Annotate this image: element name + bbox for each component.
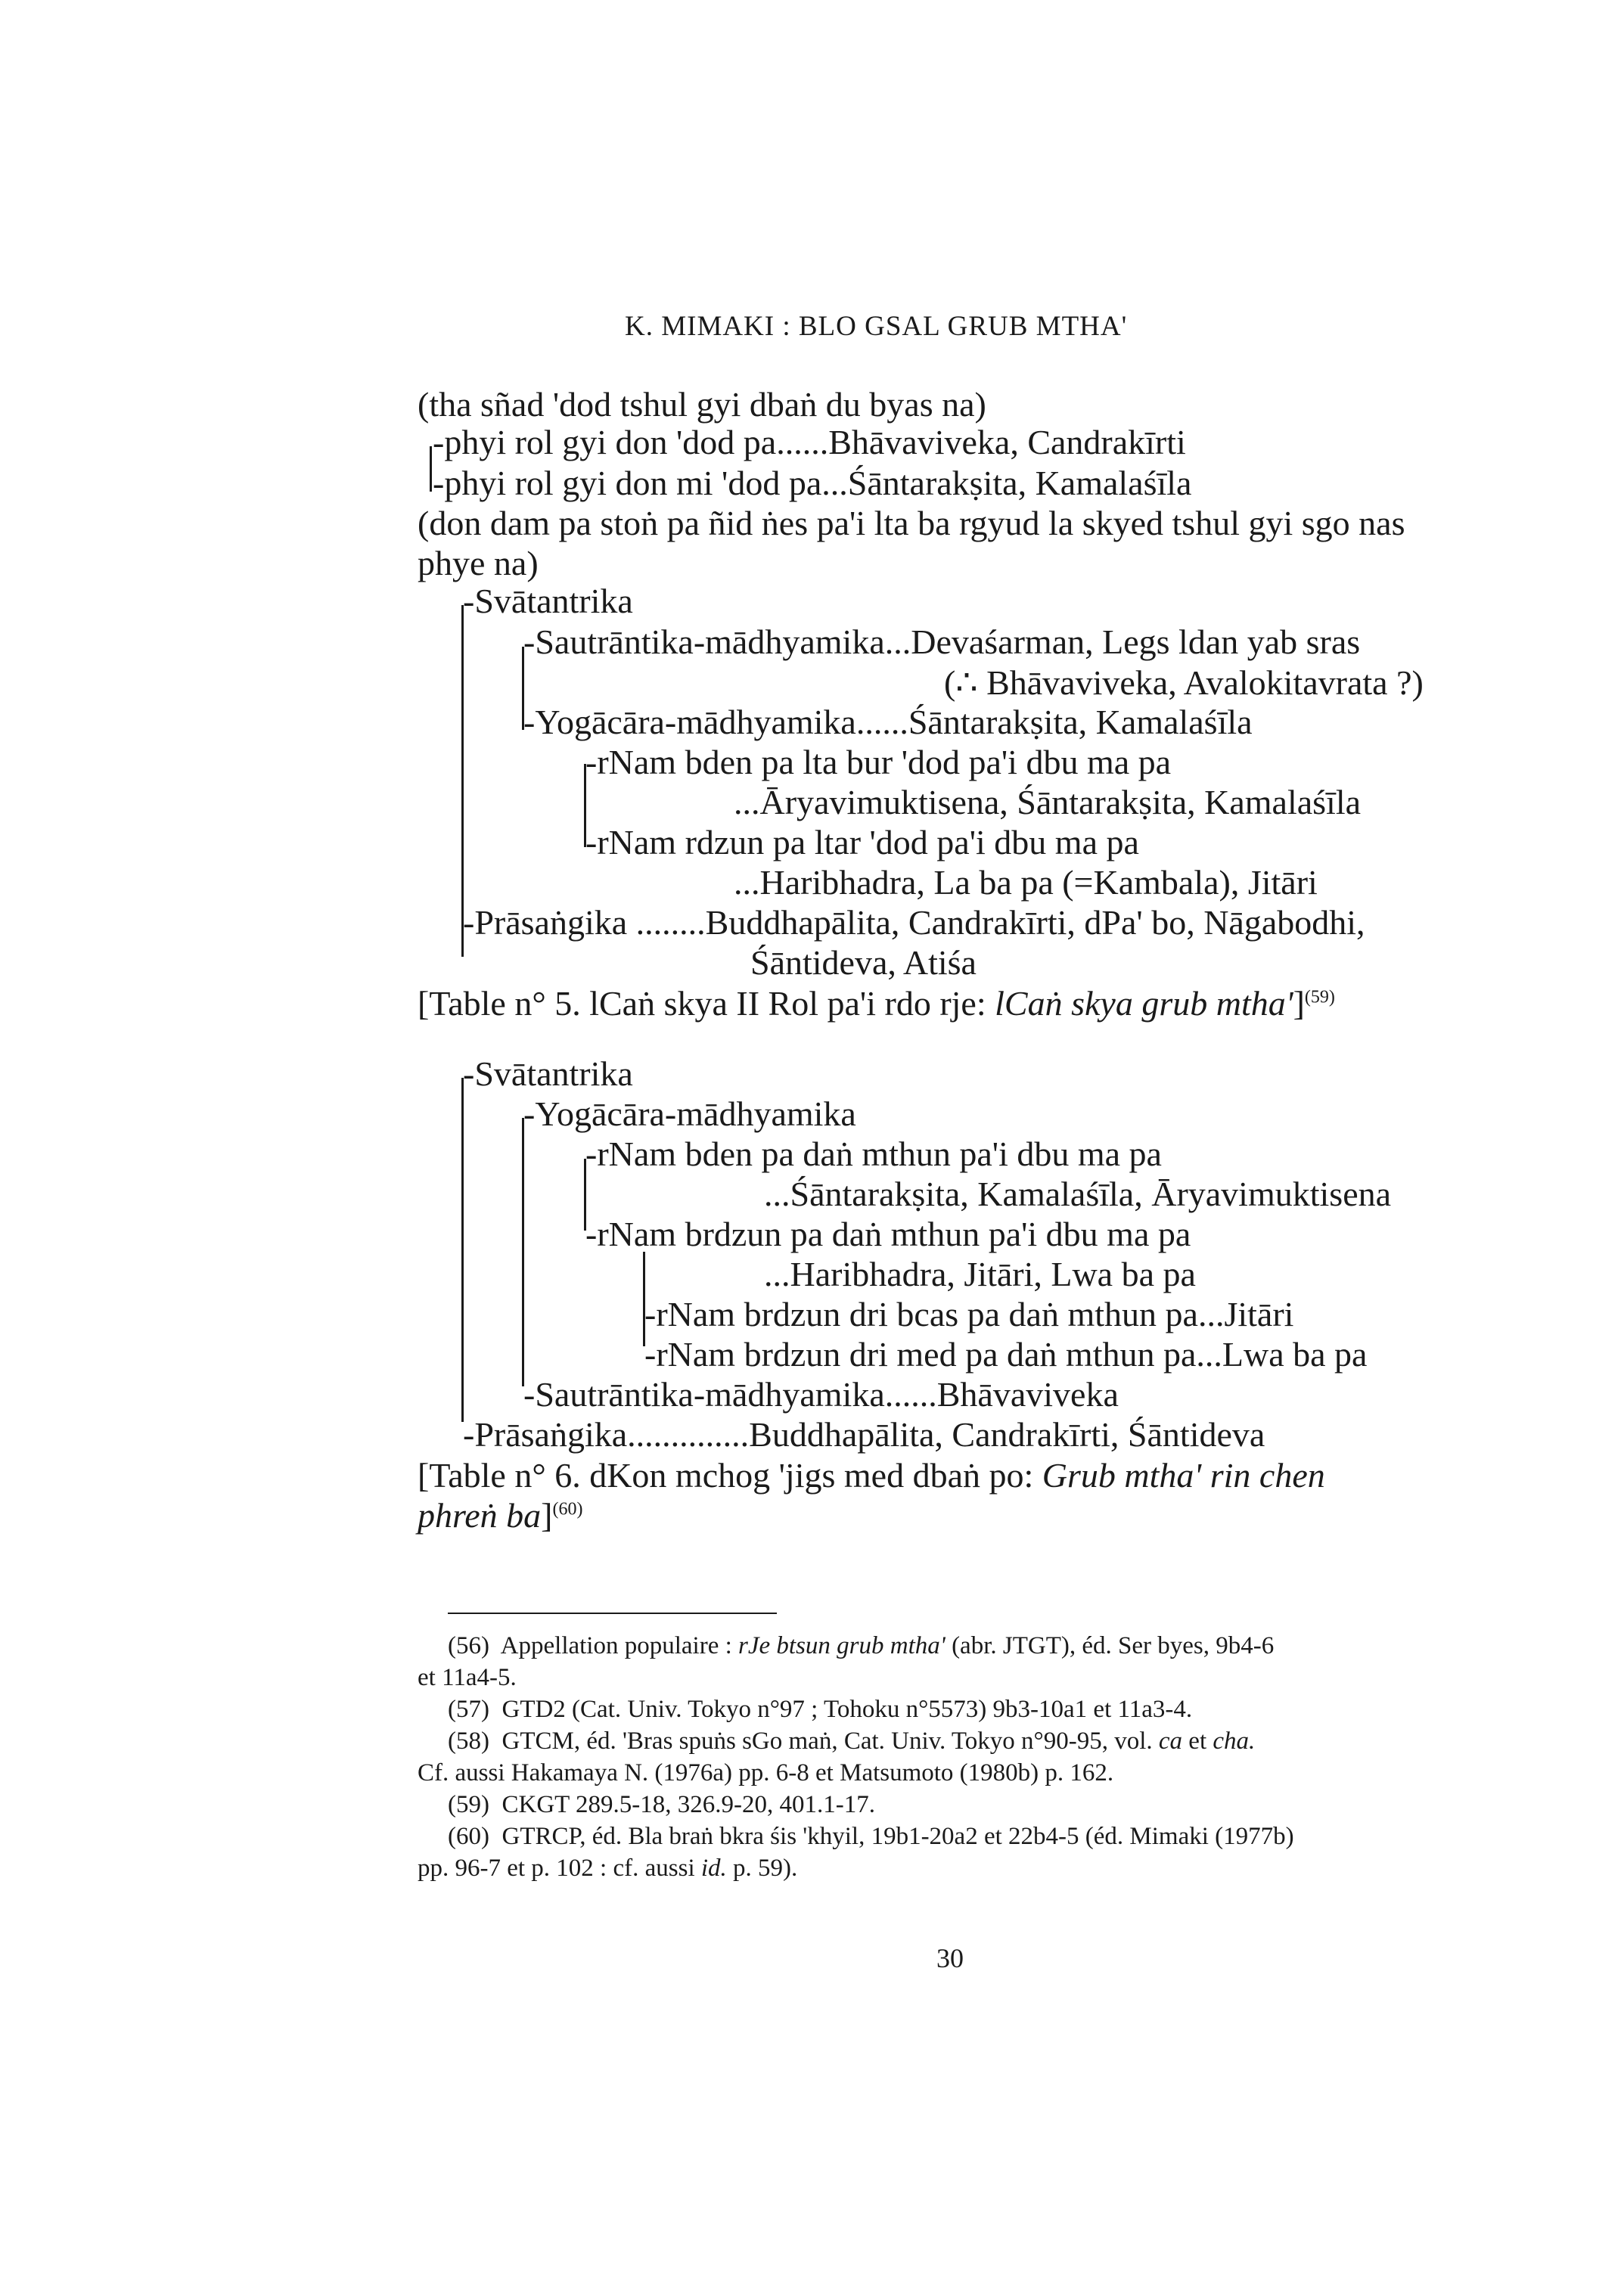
footnote-60: (60) GTRCP, éd. Bla braṅ bkra śis 'khyil, 19b1-20a2 et 22b4-5 (éd. Mimaki (1977b) (448, 1823, 1294, 1850)
tree-bracket (522, 1118, 524, 1386)
tree-item-svatantrika: -Svātantrika (463, 582, 633, 620)
tree-item-prasangika: -Prāsaṅgika..............Buddhapālita, Candrakīrti, Śāntideva (463, 1415, 1265, 1454)
footnote-59: (59) CKGT 289.5-18, 326.9-20, 401.1-17. (448, 1791, 875, 1818)
footnote-56-cont: et 11a4-5. (418, 1664, 517, 1691)
tree-item-rnam-rdzun-cont: ...Haribhadra, La ba pa (=Kambala), Jitāri (734, 863, 1318, 902)
running-header: K. MIMAKI : BLO GSAL GRUB MTHA' (625, 311, 1128, 342)
tree-item-yogacara: -Yogācāra-mādhyamika......Śāntarakṣita, Kamalaśīla (523, 703, 1253, 741)
table-caption: [Table n° 5. lCaṅ skya II Rol pa'i rdo rje: lCaṅ skya grub mtha']$^{(59)}$ (418, 984, 1335, 1023)
tree-item-rnam-rdzun: -rNam rdzun pa ltar 'dod pa'i dbu ma pa (585, 823, 1139, 861)
tree-item-yogacara: -Yogācāra-mādhyamika (523, 1094, 856, 1133)
tree-item-rnam-bden: -rNam bden pa lta bur 'dod pa'i dbu ma pa (585, 743, 1172, 781)
intro-line: (tha sñad 'dod tshul gyi dbaṅ du byas na) (418, 385, 986, 424)
intro-line-2-cont: phye na) (418, 544, 539, 582)
footnote-57: (57) GTD2 (Cat. Univ. Tokyo n°97 ; Tohoku n°5573) 9b3-10a1 et 11a3-4. (448, 1696, 1193, 1723)
tree-item-rnam-bden-cont: ...Śāntarakṣita, Kamalaśīla, Āryavimuktisena (764, 1175, 1392, 1213)
tree-item-sautrantika-cont: (∴ Bhāvaviveka, Avalokitavrata ?) (944, 663, 1424, 702)
tree-item-sautrantika: -Sautrāntika-mādhyamika...Devaśarman, Legs ldan yab sras (523, 622, 1361, 661)
tree-item-rnam-brdzun-cont: ...Haribhadra, Jitāri, Lwa ba pa (764, 1255, 1196, 1293)
tree-item-phyi-rol-dod: -phyi rol gyi don 'dod pa......Bhāvaviveka, Candrakīrti (433, 423, 1186, 461)
table-caption: [Table n° 6. dKon mchog 'jigs med dbaṅ po: Grub mtha' rin chen (418, 1456, 1325, 1495)
footnote-60-cont: pp. 96-7 et p. 102 : cf. aussi id. p. 59). (418, 1855, 798, 1882)
tree-item-phyi-rol-mi-dod: -phyi rol gyi don mi 'dod pa...Śāntarakṣita, Kamalaśīla (433, 464, 1192, 502)
table-caption-cont: phreṅ ba]$^{(60)}$ (418, 1496, 583, 1535)
tree-item-dri-bcas: -rNam brdzun dri bcas pa daṅ mthun pa...Jitāri (644, 1295, 1294, 1333)
footnote-58-cont: Cf. aussi Hakamaya N. (1976a) pp. 6-8 et Matsumoto (1980b) p. 162. (418, 1759, 1114, 1786)
intro-line-2: (don dam pa stoṅ pa ñid ṅes pa'i lta ba rgyud la skyed tshul gyi sgo nas (418, 504, 1405, 542)
tree-bracket (461, 1078, 464, 1422)
footnote-rule (448, 1613, 777, 1614)
tree-item-rnam-brdzun: -rNam brdzun pa daṅ mthun pa'i dbu ma pa (585, 1215, 1191, 1253)
page-number: 30 (936, 1943, 964, 1973)
tree-item-dri-med: -rNam brdzun dri med pa daṅ mthun pa...Lwa ba pa (644, 1335, 1368, 1374)
tree-bracket (430, 446, 432, 492)
tree-item-prasangika: -Prāsaṅgika ........Buddhapālita, Candrakīrti, dPa' bo, Nāgabodhi, (463, 903, 1365, 942)
tree-item-svatantrika: -Svātantrika (463, 1054, 633, 1093)
tree-item-rnam-bden-cont: ...Āryavimuktisena, Śāntarakṣita, Kamalaśīla (734, 783, 1362, 821)
footnote-56: (56) Appellation populaire : rJe btsun grub mtha' (abr. JTGT), éd. Ser byes, 9b4-6 (448, 1632, 1275, 1659)
tree-item-rnam-bden: -rNam bden pa daṅ mthun pa'i dbu ma pa (585, 1135, 1162, 1173)
footnote-58: (58) GTCM, éd. 'Bras spuṅs sGo maṅ, Cat. Univ. Tokyo n°90-95, vol. ca et cha. (448, 1727, 1256, 1755)
tree-item-prasangika-cont: Śāntideva, Atiśa (750, 943, 977, 982)
tree-item-sautrantika: -Sautrāntika-mādhyamika......Bhāvaviveka (523, 1375, 1119, 1414)
